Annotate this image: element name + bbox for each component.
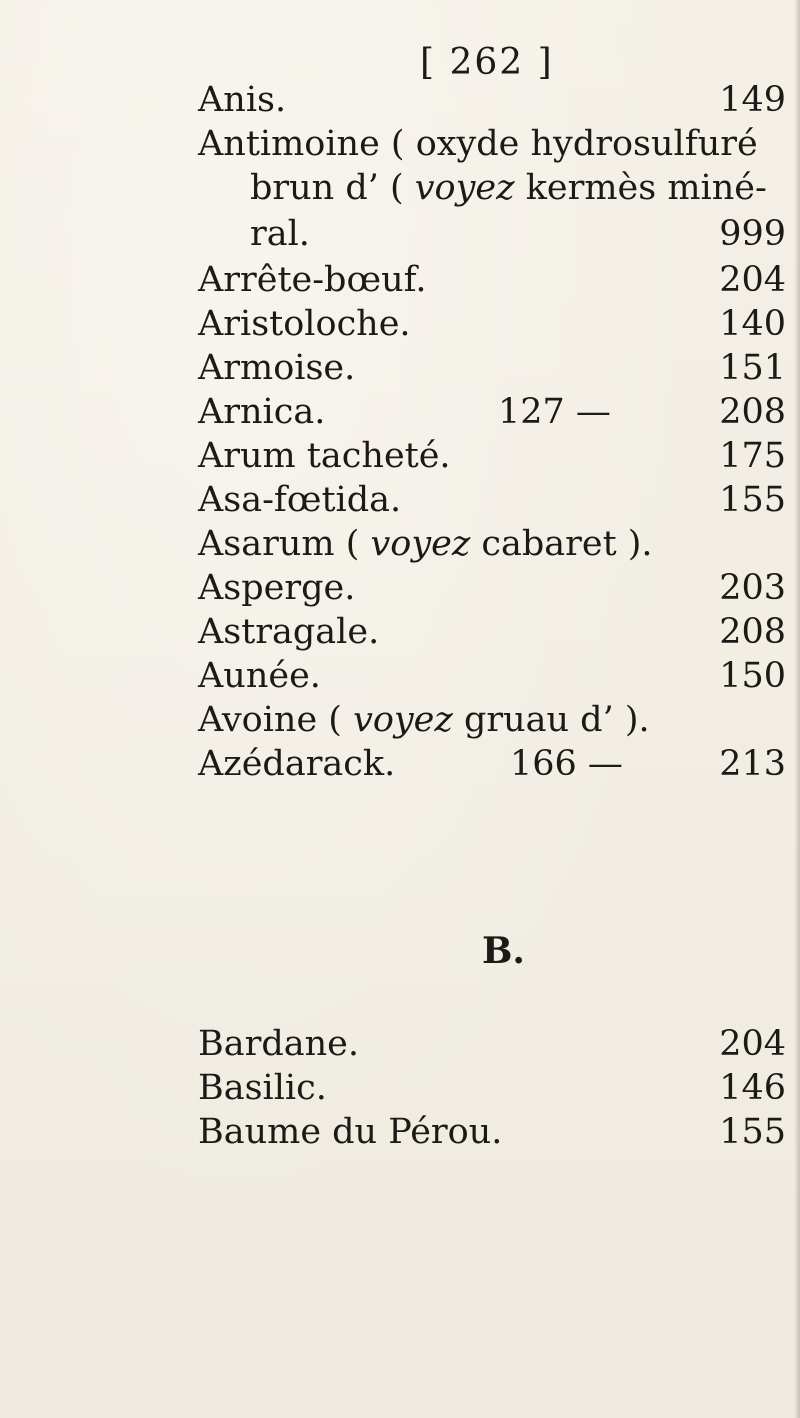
entry-italic: voyez [414, 168, 515, 208]
entry-label: Azédarack. [198, 744, 396, 784]
entry-label: Arnica. [198, 392, 326, 432]
entry-page-ref: 204 [719, 1024, 786, 1064]
entry-label: Asa-fœtida. [198, 480, 402, 520]
entry-label: brun d’ ( voyez kermès miné- [250, 168, 767, 208]
entry-label: ral. [250, 214, 310, 254]
page-edge-shadow [794, 0, 800, 1418]
entry-label: Baume du Pérou. [198, 1112, 503, 1152]
entry-page-ref: 213 [719, 744, 786, 784]
entry-label: Arrête-bœuf. [198, 260, 427, 300]
entry-label: Asarum ( voyez cabaret ). [198, 524, 653, 564]
entry-label: Astragale. [198, 612, 380, 652]
entry-italic: voyez [370, 524, 471, 564]
section-title: B. [482, 930, 525, 972]
entry-label: Aunée. [198, 656, 321, 696]
entry-page-ref: 204 [719, 260, 786, 300]
entry-page-ref: 208 [719, 612, 786, 652]
entry-label: Aristoloche. [198, 304, 411, 344]
entry-page-ref-secondary: 166 — [510, 744, 623, 784]
entry-page-ref-secondary: 127 — [498, 392, 611, 432]
entry-page-ref: 208 [719, 392, 786, 432]
entry-page-ref: 155 [719, 480, 786, 520]
entry-page-ref: 146 [719, 1068, 786, 1108]
entry-page-ref: 203 [719, 568, 786, 608]
entry-page-ref: 151 [719, 348, 786, 388]
entry-page-ref: 175 [719, 436, 786, 476]
entry-label: Basilic. [198, 1068, 327, 1108]
entry-page-ref: 150 [719, 656, 786, 696]
entry-label: Anis. [198, 80, 287, 120]
entry-label: Armoise. [198, 348, 356, 388]
entry-page-ref: 140 [719, 304, 786, 344]
entry-page-ref: 149 [719, 80, 786, 120]
entry-label: Avoine ( voyez gruau d’ ). [198, 700, 650, 740]
entry-italic: voyez [353, 700, 453, 740]
entry-label: Bardane. [198, 1024, 359, 1064]
page-number: [ 262 ] [420, 42, 554, 83]
entry-page-ref: 155 [719, 1112, 786, 1152]
entry-label: Asperge. [198, 568, 356, 608]
entry-page-ref: 999 [719, 214, 786, 254]
entry-label: Antimoine ( oxyde hydrosulfuré [198, 124, 758, 164]
entry-label: Arum tacheté. [198, 436, 451, 476]
